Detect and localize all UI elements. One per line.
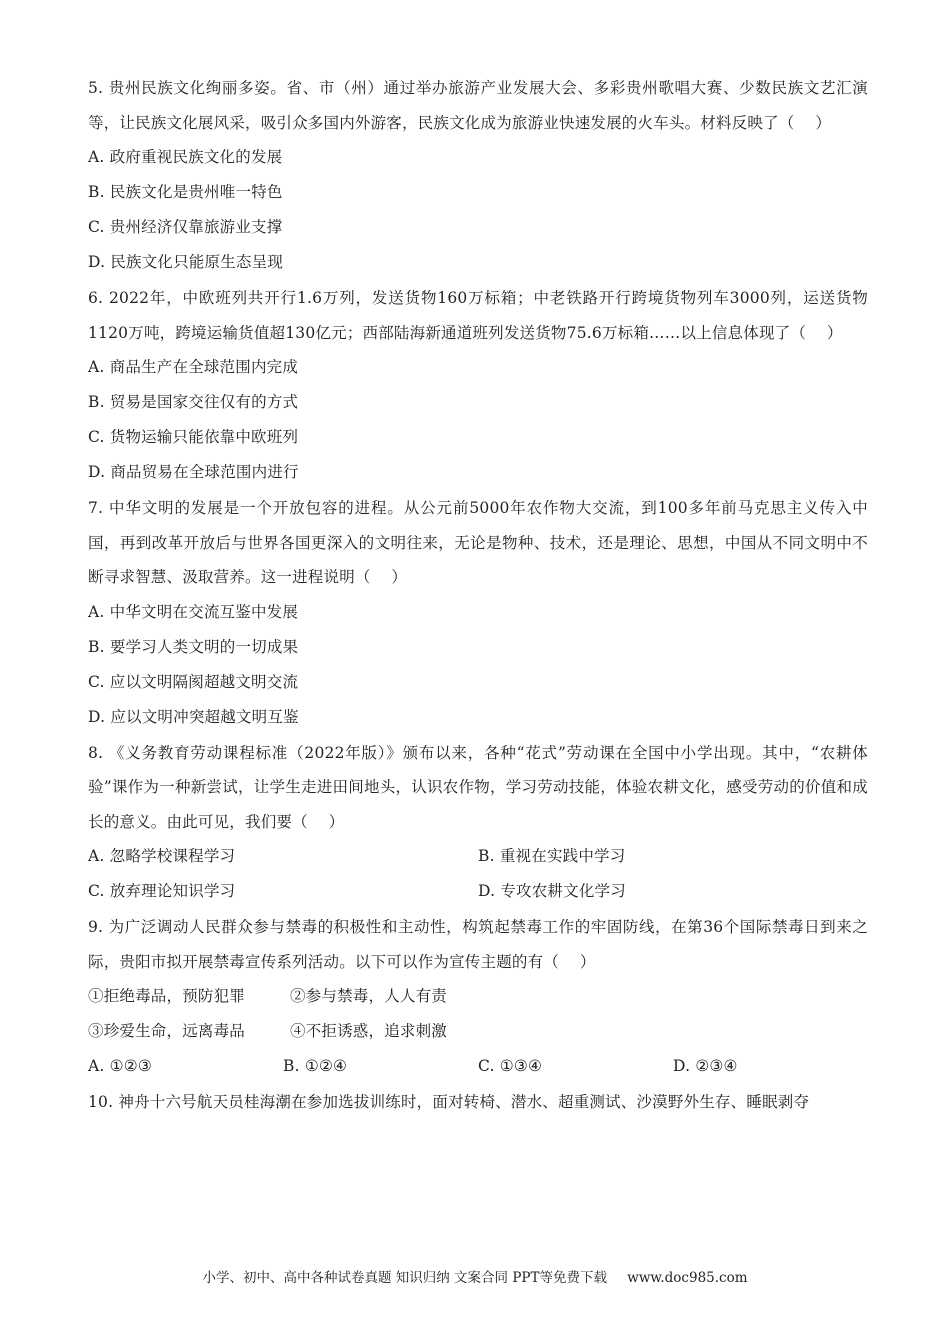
question-10-stem: 10. 神舟十六号航天员桂海潮在参加选拔训练时，面对转椅、潜水、超重测试、沙漠野外生存、睡眠剥夺 [88,1093,810,1111]
question-7-stem: 7. 中华文明的发展是一个开放包容的进程。从公元前5000年农作物大交流，到100多年前马克思主义传入中国，再到改革开放后与世界各国更深入的文明往来，无论是物种、技术，还是理论、思想，中国从不同文明中不断寻求智慧、汲取营养。这一进程说明（ ） [88,499,868,586]
question-6-stem: 6. 2022年，中欧班列共开行1.6万列，发送货物160万标箱；中老铁路开行跨境货物列车3000列，运送货物1120万吨，跨境运输货值超130亿元；西部陆海新通道班列发送货物75.6万标箱……以上信息体现了（ ） [88,289,868,342]
question-9-statement-3: ③珍爱生命，远离毒品 [88,1022,246,1040]
question-6-option-b: B. 贸易是国家交往仅有的方式 [88,393,299,411]
question-9-option-a: A. ①②③ [88,1057,152,1075]
question-9-statement-4: ④不拒诱惑，追求刺激 [290,1022,448,1040]
question-5-option-d: D. 民族文化只能原生态呈现 [88,253,284,271]
question-8-stem: 8. 《义务教育劳动课程标准（2022年版）》颁布以来，各种“花式”劳动课在全国中小学出现。其中，“农耕体验”课作为一种新尝试，让学生走进田间地头，认识农作物，学习劳动技能，体验农耕文化，感受劳动的价值和成长的意义。由此可见，我们要（ ） [88,743,868,831]
question-9-statement-2: ②参与禁毒，人人有责 [290,987,448,1005]
question-5 [88,70,868,280]
question-7 [88,490,868,735]
question-5-option-a: A. 政府重视民族文化的发展 [88,148,283,166]
question-8-options-row-1 [88,839,868,874]
question-9-stem: 9. 为广泛调动人民群众参与禁毒的积极性和主动性，构筑起禁毒工作的牢固防线，在第36个国际禁毒日到来之际，贵阳市拟开展禁毒宣传系列活动。以下可以作为宣传主题的有（ ） [88,918,868,971]
question-9-statements-row-1 [88,979,868,1014]
question-9-statements-row-2 [88,1014,868,1049]
question-8-option-d: D. 专攻农耕文化学习 [478,882,626,900]
question-5-stem: 5. 贵州民族文化绚丽多姿。省、市（州）通过举办旅游产业发展大会、多彩贵州歌唱大赛、少数民族文艺汇演等，让民族文化展风采，吸引众多国内外游客，民族文化成为旅游业快速发展的火车头。材料反映了（ ） [88,79,868,132]
question-8-option-c: C. 放弃理论知识学习 [88,882,236,900]
question-9-option-c: C. ①③④ [478,1057,543,1075]
question-5-option-b: B. 民族文化是贵州唯一特色 [88,183,283,201]
footer-site-link[interactable]: www.doc985.com [627,1270,748,1286]
question-9-option-b: B. ①②④ [283,1057,348,1075]
question-8-option-b: B. 重视在实践中学习 [478,847,626,865]
question-7-option-a: A. 中华文明在交流互鉴中发展 [88,602,299,621]
question-8-options-row-2 [88,874,868,909]
question-9-option-d: D. ②③④ [673,1057,738,1075]
question-9-statement-1: ①拒绝毒品，预防犯罪 [88,987,246,1005]
question-6 [88,280,868,490]
question-8 [88,735,868,910]
exam-page [88,70,868,1120]
question-9 [88,909,868,1084]
question-6-option-d: D. 商品贸易在全球范围内进行 [88,463,299,481]
footer-text: 小学、初中、高中各种试卷真题 知识归纳 文案合同 PPT等免费下载 [202,1270,607,1286]
question-7-option-b: B. 要学习人类文明的一切成果 [88,637,299,656]
question-8-option-a: A. 忽略学校课程学习 [88,847,236,865]
page-footer [0,1266,950,1286]
question-5-option-c: C. 贵州经济仅靠旅游业支撑 [88,218,283,236]
question-10 [88,1084,868,1120]
question-7-option-c: C. 应以文明隔阂超越文明交流 [88,672,299,691]
question-9-options-row [88,1049,868,1084]
question-6-option-a: A. 商品生产在全球范围内完成 [88,358,299,376]
question-6-option-c: C. 货物运输只能依靠中欧班列 [88,428,299,446]
question-7-option-d: D. 应以文明冲突超越文明互鉴 [88,707,299,726]
